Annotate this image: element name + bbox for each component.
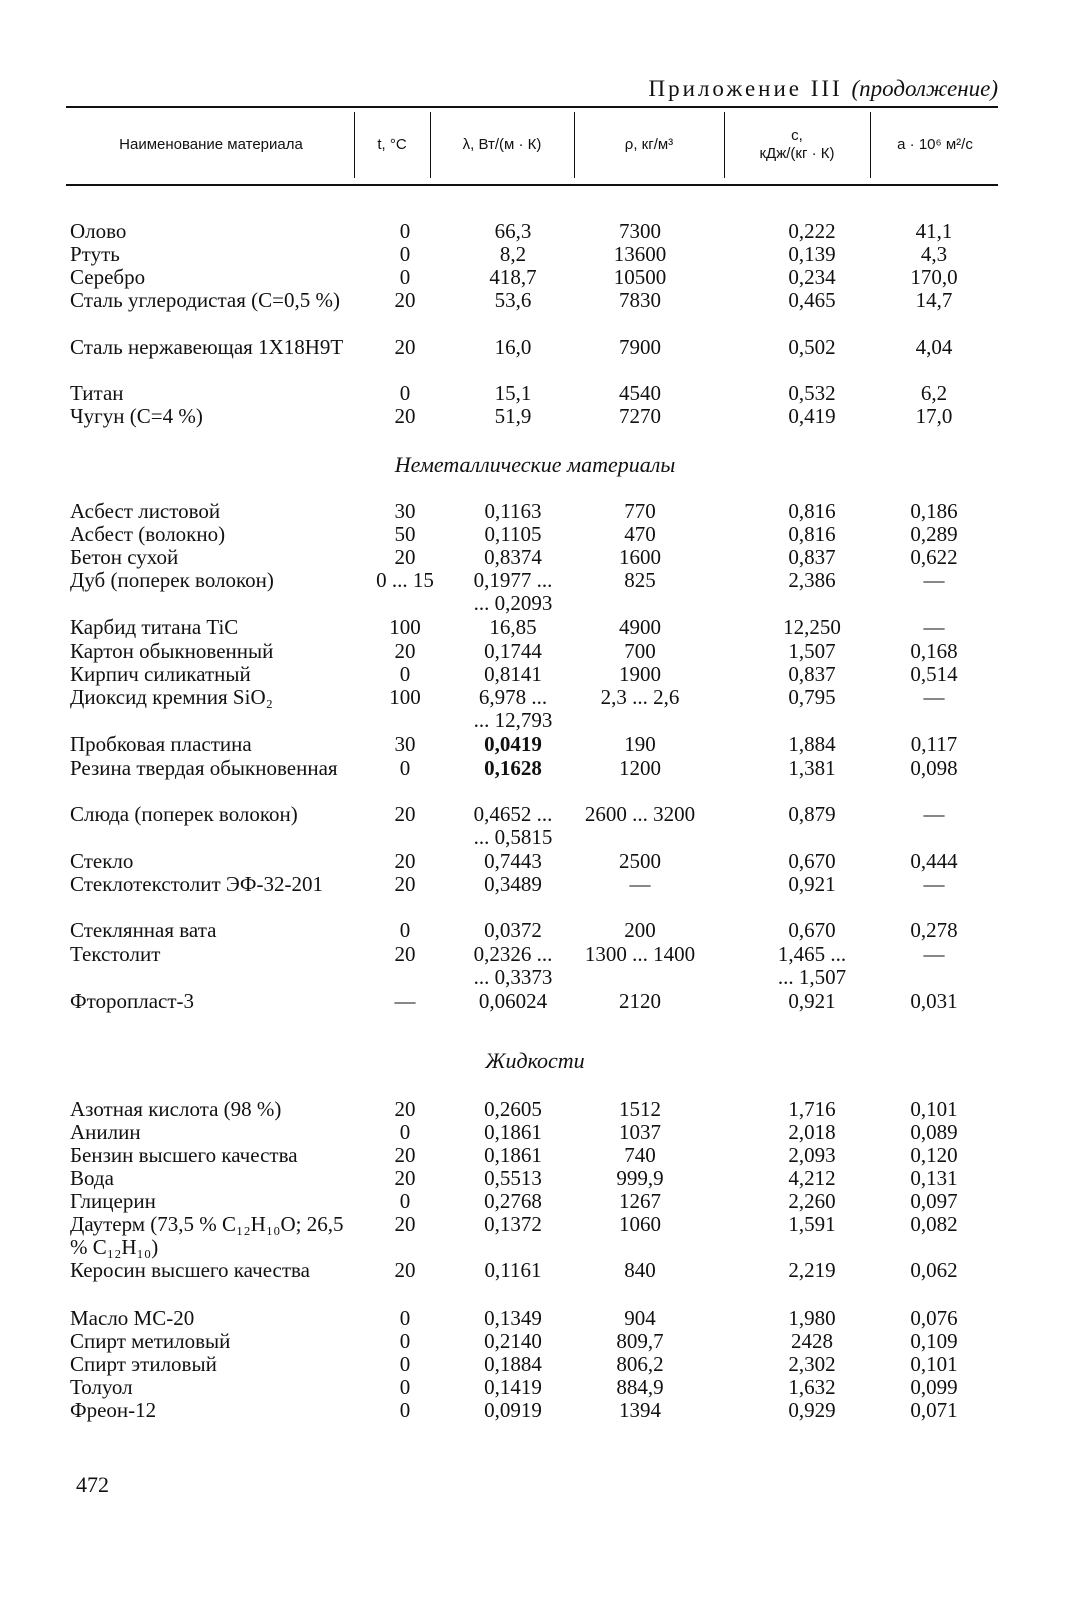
conductivity-cell: 0,1884 (484, 1352, 542, 1376)
diffusivity-cell: 0,120 (910, 1143, 958, 1167)
conductivity-cell: 0,1861 (484, 1120, 542, 1144)
heat-capacity-cell: 0,139 (788, 242, 836, 266)
heat-capacity-cell: 0,837 (788, 662, 836, 686)
heat-capacity-cell: 1,980 (788, 1306, 836, 1330)
heat-capacity-cell: 0,234 (788, 265, 836, 289)
conductivity-cell: 16,0 (494, 335, 532, 359)
material-name: Асбест листовой (70, 499, 221, 523)
diffusivity-cell: 41,1 (915, 219, 953, 243)
temperature-cell: 0 (399, 242, 411, 266)
conductivity-cell: 0,2326 ... ... 0,3373 (473, 942, 553, 989)
header-conductivity: λ, Вт/(м · К) (462, 136, 542, 153)
density-cell: 190 (624, 732, 656, 756)
heat-capacity-cell: 0,670 (788, 849, 836, 873)
material-name: Даутерм (73,5 % C₁₂H₁₀O; 26,5 % C₁₂H₁₀) (70, 1212, 344, 1259)
temperature-cell: 0 (399, 1375, 411, 1399)
density-cell: 884,9 (616, 1375, 664, 1399)
temperature-cell: 50 (394, 522, 416, 546)
diffusivity-cell: 17,0 (915, 404, 953, 428)
material-name: Чугун (С=4 %) (70, 404, 203, 428)
conductivity-cell: 0,0919 (484, 1398, 542, 1422)
heat-capacity-cell: 12,250 (783, 615, 841, 639)
heat-capacity-cell: 0,465 (788, 288, 836, 312)
density-cell: 1200 (619, 756, 661, 780)
diffusivity-cell: 14,7 (915, 288, 953, 312)
conductivity-cell: 0,1744 (484, 639, 542, 663)
heat-capacity-cell: 1,507 (788, 639, 836, 663)
density-cell: 809,7 (616, 1329, 664, 1353)
material-name: Картон обыкновенный (70, 639, 274, 663)
temperature-cell: 0 (399, 756, 411, 780)
conductivity-cell: 15,1 (494, 381, 532, 405)
diffusivity-cell: — (923, 872, 945, 896)
diffusivity-cell: 4,3 (920, 242, 948, 266)
material-name: Текстолит (70, 942, 161, 966)
appendix-continued: (продолжение) (851, 76, 998, 101)
material-name: Бетон сухой (70, 545, 179, 569)
density-cell: 7830 (619, 288, 661, 312)
table-top-rule (66, 106, 998, 108)
density-cell: 825 (624, 568, 656, 592)
diffusivity-cell: 0,622 (910, 545, 958, 569)
conductivity-cell: 0,1372 (484, 1212, 542, 1236)
temperature-cell: 0 (399, 1352, 411, 1376)
temperature-cell: 100 (389, 615, 421, 639)
header-divider (724, 112, 725, 178)
conductivity-cell: 0,1161 (484, 1258, 542, 1282)
heat-capacity-cell: 1,465 ... ... 1,507 (777, 942, 847, 989)
density-cell: 7900 (619, 335, 661, 359)
material-name: Титан (70, 381, 124, 405)
temperature-cell: 20 (394, 942, 416, 966)
conductivity-cell: 16,85 (489, 615, 537, 639)
diffusivity-cell: — (923, 942, 945, 966)
temperature-cell: 20 (394, 872, 416, 896)
density-cell: 700 (624, 639, 656, 663)
heat-capacity-cell: 0,419 (788, 404, 836, 428)
appendix-label: Приложение III (648, 76, 843, 101)
density-cell: 1267 (619, 1189, 661, 1213)
heat-capacity-cell: 2,219 (788, 1258, 836, 1282)
diffusivity-cell: 0,071 (910, 1398, 958, 1422)
material-name: Стеклотекстолит ЭФ-32-201 (70, 872, 323, 896)
density-cell: 2120 (619, 989, 661, 1013)
temperature-cell: 30 (394, 732, 416, 756)
conductivity-cell: 8,2 (499, 242, 527, 266)
diffusivity-cell: 0,168 (910, 639, 958, 663)
temperature-cell: 0 (399, 219, 411, 243)
heat-capacity-cell: 0,502 (788, 335, 836, 359)
diffusivity-cell: — (923, 568, 945, 592)
heat-capacity-cell: 0,532 (788, 381, 836, 405)
diffusivity-cell: 0,062 (910, 1258, 958, 1282)
diffusivity-cell: 0,097 (910, 1189, 958, 1213)
heat-capacity-cell: 1,716 (788, 1097, 836, 1121)
heat-capacity-cell: 1,884 (788, 732, 836, 756)
diffusivity-cell: 6,2 (920, 381, 948, 405)
conductivity-cell: 0,8141 (484, 662, 542, 686)
temperature-cell: 20 (394, 849, 416, 873)
diffusivity-cell: 0,278 (910, 918, 958, 942)
temperature-cell: 0 (399, 1306, 411, 1330)
material-name: Ртуть (70, 242, 120, 266)
material-name: Спирт метиловый (70, 1329, 231, 1353)
temperature-cell: 20 (394, 1212, 416, 1236)
density-cell: 13600 (613, 242, 667, 266)
conductivity-cell: 0,2768 (484, 1189, 542, 1213)
material-name: Спирт этиловый (70, 1352, 217, 1376)
conductivity-cell: 51,9 (494, 404, 532, 428)
density-cell: — (629, 872, 651, 896)
heat-capacity-cell: 0,921 (788, 872, 836, 896)
conductivity-cell: 0,5513 (484, 1166, 542, 1190)
density-cell: 200 (624, 918, 656, 942)
temperature-cell: 0 (399, 1189, 411, 1213)
material-name: Стекло (70, 849, 134, 873)
temperature-cell: 0 (399, 381, 411, 405)
header-density: ρ, кг/м³ (624, 136, 674, 153)
density-cell: 1600 (619, 545, 661, 569)
conductivity-cell: 0,3489 (484, 872, 542, 896)
material-name: Фреон-12 (70, 1398, 157, 1422)
diffusivity-cell: 0,117 (910, 732, 958, 756)
header-divider (574, 112, 575, 178)
density-cell: 2,3 ... 2,6 (600, 685, 680, 709)
temperature-cell: 0 (399, 265, 411, 289)
diffusivity-cell: — (923, 802, 945, 826)
heat-capacity-cell: 1,381 (788, 756, 836, 780)
material-name: Фторопласт-3 (70, 989, 195, 1013)
diffusivity-cell: 0,131 (910, 1166, 958, 1190)
material-name: Дуб (поперек волокон) (70, 568, 274, 592)
density-cell: 1900 (619, 662, 661, 686)
heat-capacity-cell: 0,670 (788, 918, 836, 942)
conductivity-cell: 0,0372 (484, 918, 542, 942)
conductivity-cell: 0,1105 (484, 522, 542, 546)
section-nonmetal-title: Неметаллические материалы (394, 452, 676, 477)
conductivity-cell: 0,1861 (484, 1143, 542, 1167)
density-cell: 904 (624, 1306, 656, 1330)
material-name: Диоксид кремния SiO₂ (70, 685, 273, 709)
conductivity-cell: 66,3 (494, 219, 532, 243)
material-name: Бензин высшего качества (70, 1143, 298, 1167)
section-liquid-title: Жидкости (485, 1048, 585, 1073)
temperature-cell: 20 (394, 1258, 416, 1282)
heat-capacity-cell: 2,386 (788, 568, 836, 592)
diffusivity-cell: 0,098 (910, 756, 958, 780)
diffusivity-cell: 0,082 (910, 1212, 958, 1236)
heat-capacity-cell: 0,921 (788, 989, 836, 1013)
appendix-title (649, 76, 998, 102)
material-name: Резина твердая обыкновенная (70, 756, 338, 780)
material-name: Азотная кислота (98 %) (70, 1097, 282, 1121)
diffusivity-cell: 0,514 (910, 662, 958, 686)
conductivity-cell: 0,1977 ... ... 0,2093 (473, 568, 553, 615)
material-name: Олово (70, 219, 127, 243)
heat-capacity-cell: 4,212 (788, 1166, 836, 1190)
density-cell: 10500 (613, 265, 667, 289)
page-number: 472 (76, 1472, 109, 1497)
temperature-cell: 20 (394, 1166, 416, 1190)
conductivity-cell: 0,7443 (484, 849, 542, 873)
conductivity-cell: 0,1163 (484, 499, 542, 523)
material-name: Кирпич силикатный (70, 662, 251, 686)
diffusivity-cell: 0,101 (910, 1097, 958, 1121)
conductivity-cell: 0,1349 (484, 1306, 542, 1330)
material-name: Толуол (70, 1375, 133, 1399)
density-cell: 740 (624, 1143, 656, 1167)
material-name: Вода (70, 1166, 114, 1190)
conductivity-cell: 0,8374 (484, 545, 542, 569)
header-divider (430, 112, 431, 178)
density-cell: 4540 (619, 381, 661, 405)
density-cell: 840 (624, 1258, 656, 1282)
diffusivity-cell: 0,031 (910, 989, 958, 1013)
temperature-cell: 100 (389, 685, 421, 709)
heat-capacity-cell: 0,929 (788, 1398, 836, 1422)
material-name: Масло МС-20 (70, 1306, 195, 1330)
heat-capacity-cell: 2,260 (788, 1189, 836, 1213)
temperature-cell: 0 (399, 662, 411, 686)
temperature-cell: 0 (399, 918, 411, 942)
heat-capacity-cell: 0,222 (788, 219, 836, 243)
conductivity-cell: 53,6 (494, 288, 532, 312)
conductivity-cell: 0,0419 (484, 732, 542, 756)
density-cell: 2500 (619, 849, 661, 873)
diffusivity-cell: — (923, 615, 945, 639)
diffusivity-cell: 0,089 (910, 1120, 958, 1144)
conductivity-cell: 0,1419 (484, 1375, 542, 1399)
conductivity-cell: 418,7 (489, 265, 537, 289)
density-cell: 1512 (619, 1097, 661, 1121)
heat-capacity-cell: 0,816 (788, 499, 836, 523)
table-header-rule (66, 184, 998, 186)
diffusivity-cell: 0,101 (910, 1352, 958, 1376)
header-temperature: t, °C (377, 136, 407, 153)
conductivity-cell: 6,978 ... ... 12,793 (473, 685, 553, 732)
heat-capacity-cell: 2,018 (788, 1120, 836, 1144)
temperature-cell: 20 (394, 545, 416, 569)
material-name: Керосин высшего качества (70, 1258, 311, 1282)
diffusivity-cell: 4,04 (915, 335, 953, 359)
density-cell: 2600 ... 3200 (584, 802, 696, 826)
temperature-cell: 20 (394, 1143, 416, 1167)
density-cell: 806,2 (616, 1352, 664, 1376)
material-name: Стеклянная вата (70, 918, 217, 942)
temperature-cell: 0 ... 15 (376, 568, 434, 592)
density-cell: 1300 ... 1400 (584, 942, 696, 966)
diffusivity-cell: 0,076 (910, 1306, 958, 1330)
heat-capacity-cell: 2428 (791, 1329, 833, 1353)
heat-capacity-cell: 1,632 (788, 1375, 836, 1399)
temperature-cell: 0 (399, 1120, 411, 1144)
density-cell: 770 (624, 499, 656, 523)
diffusivity-cell: 0,186 (910, 499, 958, 523)
density-cell: 1394 (619, 1398, 661, 1422)
heat-capacity-cell: 2,093 (788, 1143, 836, 1167)
header-diffusivity: a · 10⁶ м²/с (897, 136, 973, 153)
density-cell: 7270 (619, 404, 661, 428)
material-name: Пробковая пластина (70, 732, 252, 756)
material-name: Серебро (70, 265, 146, 289)
material-name: Слюда (поперек волокон) (70, 802, 298, 826)
diffusivity-cell: 0,444 (910, 849, 958, 873)
material-name: Сталь углеродистая (С=0,5 %) (70, 288, 340, 312)
temperature-cell: 20 (394, 639, 416, 663)
conductivity-cell: 0,1628 (484, 756, 542, 780)
temperature-cell: 30 (394, 499, 416, 523)
header-name: Наименование материала (119, 136, 303, 153)
diffusivity-cell: 170,0 (910, 265, 958, 289)
temperature-cell: 20 (394, 335, 416, 359)
density-cell: 470 (624, 522, 656, 546)
density-cell: 1060 (619, 1212, 661, 1236)
temperature-cell: 20 (394, 1097, 416, 1121)
heat-capacity-cell: 0,795 (788, 685, 836, 709)
density-cell: 999,9 (616, 1166, 664, 1190)
diffusivity-cell: 0,109 (910, 1329, 958, 1353)
density-cell: 7300 (619, 219, 661, 243)
material-name: Сталь нержавеющая 1Х18Н9Т (70, 335, 344, 359)
density-cell: 4900 (619, 615, 661, 639)
header-divider (870, 112, 871, 178)
conductivity-cell: 0,2605 (484, 1097, 542, 1121)
diffusivity-cell: 0,099 (910, 1375, 958, 1399)
heat-capacity-cell: 0,879 (788, 802, 836, 826)
conductivity-cell: 0,4652 ... ... 0,5815 (473, 802, 553, 849)
conductivity-cell: 0,2140 (484, 1329, 542, 1353)
conductivity-cell: 0,06024 (478, 989, 548, 1013)
temperature-cell: 20 (394, 288, 416, 312)
temperature-cell: — (394, 989, 416, 1013)
temperature-cell: 0 (399, 1398, 411, 1422)
diffusivity-cell: — (923, 685, 945, 709)
material-name: Глицерин (70, 1189, 156, 1213)
temperature-cell: 20 (394, 404, 416, 428)
heat-capacity-cell: 0,837 (788, 545, 836, 569)
diffusivity-cell: 0,289 (910, 522, 958, 546)
temperature-cell: 0 (399, 1329, 411, 1353)
header-divider (354, 112, 355, 178)
material-name: Асбест (волокно) (70, 522, 226, 546)
heat-capacity-cell: 0,816 (788, 522, 836, 546)
material-name: Карбид титана TiC (70, 615, 239, 639)
temperature-cell: 20 (394, 802, 416, 826)
density-cell: 1037 (619, 1120, 661, 1144)
header-heat-capacity: c, кДж/(кг · К) (759, 127, 835, 162)
heat-capacity-cell: 1,591 (788, 1212, 836, 1236)
material-name: Анилин (70, 1120, 141, 1144)
heat-capacity-cell: 2,302 (788, 1352, 836, 1376)
